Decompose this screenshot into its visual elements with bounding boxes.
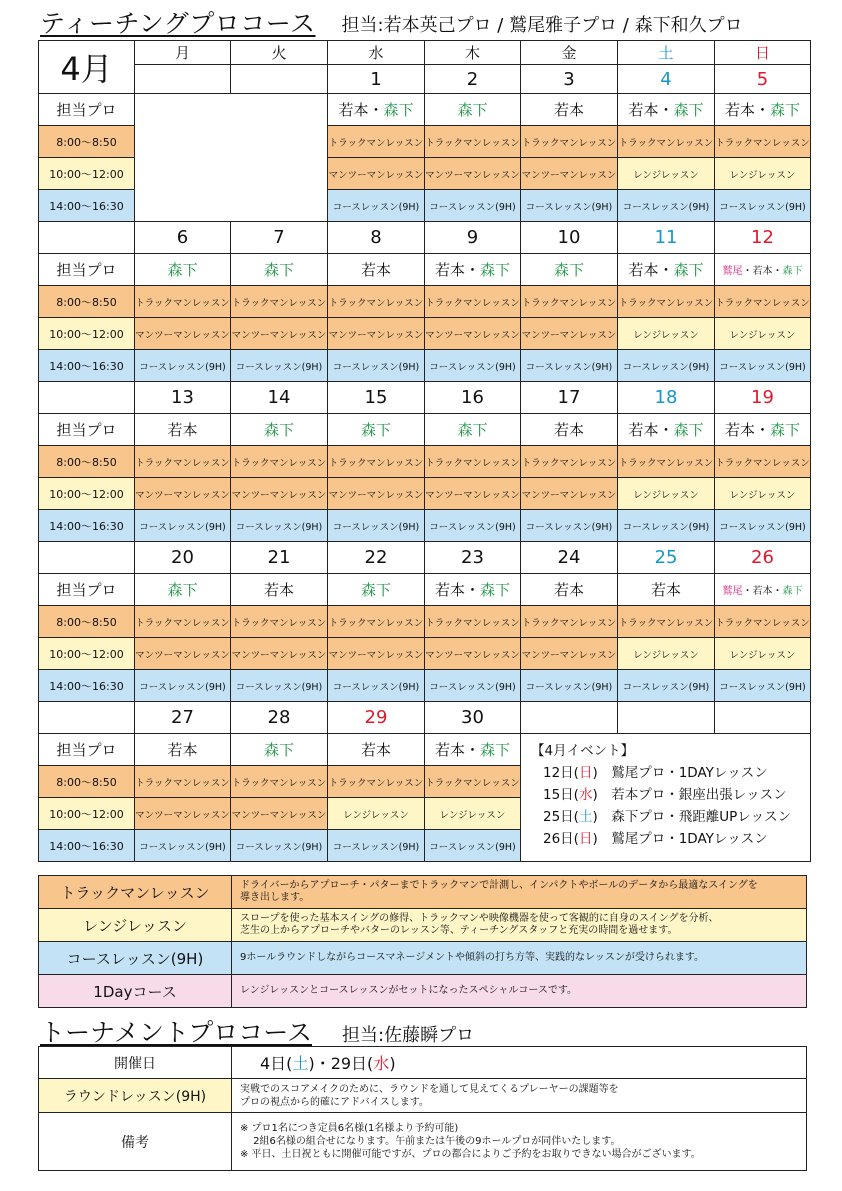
teaching-header bbox=[40, 6, 743, 40]
lesson-cell: マンツーマンレッスン bbox=[231, 638, 328, 670]
pro-label: 担当プロ bbox=[39, 254, 135, 286]
legend-row bbox=[39, 975, 807, 1008]
date-cell: 28 bbox=[231, 702, 328, 734]
pro-cell bbox=[328, 414, 425, 446]
pro-cell bbox=[135, 254, 231, 286]
tournament-header bbox=[40, 1013, 474, 1049]
weekday-row bbox=[39, 41, 811, 65]
lesson-cell: トラックマンレッスン bbox=[135, 286, 231, 318]
round-row bbox=[39, 1079, 807, 1113]
lesson-cell: トラックマンレッスン bbox=[328, 766, 425, 798]
event-item: 12日(日) 鷲尾プロ・1DAYレッスン bbox=[543, 765, 768, 781]
slot-time-label: 10:00～12:00 bbox=[39, 638, 135, 670]
date-cell: 27 bbox=[135, 702, 231, 734]
lesson-cell: トラックマンレッスン bbox=[425, 286, 521, 318]
pro-cell bbox=[231, 414, 328, 446]
lesson-cell: コースレッスン(9H) bbox=[715, 510, 811, 542]
events-title: 【4月イベント】 bbox=[531, 743, 635, 759]
tournament-title: トーナメントプロコース bbox=[40, 1018, 313, 1047]
lesson-cell: トラックマンレッスン bbox=[425, 606, 521, 638]
legend-desc: スロープを使った基本スイングの修得、トラックマンや映像機器を使って客観的に自身のスイングを分析、 芝生の上からアプローチやバターのレッスン等、ティーチングスタッフと充実の時間を過せます。 bbox=[232, 909, 807, 942]
slot-time-label: 14:00～16:30 bbox=[39, 830, 135, 862]
lesson-cell: トラックマンレッスン bbox=[231, 286, 328, 318]
date-cell: 26 bbox=[715, 542, 811, 574]
pro-name: 森下 bbox=[263, 261, 294, 279]
tournament-table bbox=[38, 1046, 807, 1171]
lesson-cell: トラックマンレッスン bbox=[521, 126, 618, 158]
pro-name: 若本 bbox=[167, 421, 198, 439]
lesson-cell: コースレッスン(9H) bbox=[521, 510, 618, 542]
pro-name: 森下 bbox=[480, 741, 511, 759]
pro-cell: 若本・森下 bbox=[425, 254, 521, 286]
pro-name: 森下 bbox=[360, 421, 391, 439]
empty-area bbox=[135, 94, 328, 222]
pro-label: 担当プロ bbox=[39, 574, 135, 606]
lesson-cell: トラックマンレッスン bbox=[425, 446, 521, 478]
lesson-cell: トラックマンレッスン bbox=[328, 606, 425, 638]
blank-cell bbox=[39, 542, 135, 574]
slot-time-label: 8:00～8:50 bbox=[39, 766, 135, 798]
pro-name: 森下 bbox=[360, 581, 391, 599]
pro-name: 森下 bbox=[457, 101, 488, 119]
lesson-cell: トラックマンレッスン bbox=[328, 446, 425, 478]
date-cell: 22 bbox=[328, 542, 425, 574]
pro-cell: 若本・森下 bbox=[425, 734, 521, 766]
pro-name: 若本 bbox=[434, 261, 465, 279]
pro-cell bbox=[425, 414, 521, 446]
legend-row bbox=[39, 909, 807, 942]
pro-cell bbox=[231, 574, 328, 606]
slot-time-label: 10:00～12:00 bbox=[39, 318, 135, 350]
lesson-cell: マンツーマンレッスン bbox=[521, 318, 618, 350]
pro-name: 森下 bbox=[553, 261, 584, 279]
date-cell: 4 bbox=[618, 65, 715, 94]
slot-time-label: 14:00～16:30 bbox=[39, 350, 135, 382]
pro-cell bbox=[521, 574, 618, 606]
pro-name: 若本 bbox=[167, 741, 198, 759]
pro-name: 若本 bbox=[338, 101, 369, 119]
tournament-staff: 担当:佐藤瞬プロ bbox=[342, 1025, 475, 1046]
weekday-header: 水 bbox=[328, 41, 425, 65]
notes-desc: ※ プロ1名につき定員6名様(1名様より予約可能) 2組6名様の組合せになります。午前または午後の9ホールプロが同伴いたします。 ※ 平日、土日祝ともに開催可能ですが、プロの都合によりご予約をお取りできない場合がございます。 bbox=[232, 1113, 807, 1171]
lesson-cell: トラックマンレッスン bbox=[135, 446, 231, 478]
lesson-cell: コースレッスン(9H) bbox=[231, 350, 328, 382]
lesson-cell: トラックマンレッスン bbox=[715, 606, 811, 638]
lesson-cell: コースレッスン(9H) bbox=[425, 190, 521, 222]
pro-name: 森下 bbox=[673, 421, 704, 439]
date-cell: 8 bbox=[328, 222, 425, 254]
slot-time-label: 8:00～8:50 bbox=[39, 446, 135, 478]
date-row bbox=[39, 222, 811, 254]
lesson-cell: レンジレッスン bbox=[425, 798, 521, 830]
pro-cell bbox=[521, 94, 618, 126]
pro-cell bbox=[231, 734, 328, 766]
lesson-cell: マンツーマンレッスン bbox=[425, 318, 521, 350]
round-desc: 実戦でのスコアメイクのために、ラウンドを通して見えてくるプレーヤーの課題等を プロの視点から的確にアドバイスします。 bbox=[232, 1079, 807, 1113]
date-cell: 12 bbox=[715, 222, 811, 254]
lesson-cell: トラックマンレッスン bbox=[231, 606, 328, 638]
pro-label: 担当プロ bbox=[39, 734, 135, 766]
pro-name: 森下 bbox=[457, 421, 488, 439]
lesson-cell: トラックマンレッスン bbox=[618, 446, 715, 478]
slot-row bbox=[39, 478, 811, 510]
slot-time-label: 8:00～8:50 bbox=[39, 286, 135, 318]
dates-label: 開催日 bbox=[39, 1047, 232, 1079]
date-cell: 1 bbox=[328, 65, 425, 94]
lesson-cell: トラックマンレッスン bbox=[618, 606, 715, 638]
slot-time-label: 14:00～16:30 bbox=[39, 510, 135, 542]
lesson-cell: マンツーマンレッスン bbox=[231, 318, 328, 350]
pro-name: 若本 bbox=[360, 741, 391, 759]
pro-row bbox=[39, 94, 811, 126]
legend-name: レンジレッスン bbox=[39, 909, 232, 942]
lesson-cell: レンジレッスン bbox=[715, 158, 811, 190]
lesson-cell: マンツーマンレッスン bbox=[135, 638, 231, 670]
slot-time-label: 10:00～12:00 bbox=[39, 478, 135, 510]
pro-cell bbox=[425, 94, 521, 126]
lesson-cell: トラックマンレッスン bbox=[425, 766, 521, 798]
legend-name: 1Dayコース bbox=[39, 975, 232, 1008]
lesson-cell: トラックマンレッスン bbox=[521, 446, 618, 478]
date-cell: 6 bbox=[135, 222, 231, 254]
pro-name: 若本 bbox=[263, 581, 294, 599]
lesson-cell: マンツーマンレッスン bbox=[425, 478, 521, 510]
lesson-cell: トラックマンレッスン bbox=[135, 766, 231, 798]
lesson-cell: レンジレッスン bbox=[715, 638, 811, 670]
pro-name: 若本 bbox=[360, 261, 391, 279]
pro-cell: 若本・森下 bbox=[618, 254, 715, 286]
slot-row bbox=[39, 670, 811, 702]
slot-row bbox=[39, 318, 811, 350]
lesson-cell: レンジレッスン bbox=[618, 638, 715, 670]
lesson-cell: コースレッスン(9H) bbox=[618, 350, 715, 382]
pro-name: 森下 bbox=[383, 101, 414, 119]
lesson-cell: コースレッスン(9H) bbox=[425, 350, 521, 382]
pro-name: 若本 bbox=[724, 421, 755, 439]
pro-name: 若本 bbox=[553, 101, 584, 119]
lesson-cell: レンジレッスン bbox=[715, 318, 811, 350]
lesson-cell: レンジレッスン bbox=[618, 318, 715, 350]
notes-label: 備考 bbox=[39, 1113, 232, 1171]
pro-name: 森下 bbox=[673, 101, 704, 119]
date-cell: 5 bbox=[715, 65, 811, 94]
blank-cell bbox=[39, 222, 135, 254]
lesson-cell: コースレッスン(9H) bbox=[618, 190, 715, 222]
pro-cell: 若本・森下 bbox=[618, 414, 715, 446]
pro-name: 森下 bbox=[782, 266, 803, 277]
pro-row bbox=[39, 414, 811, 446]
pro-cell bbox=[521, 254, 618, 286]
lesson-cell: トラックマンレッスン bbox=[231, 766, 328, 798]
blank-cell bbox=[39, 382, 135, 414]
pro-name: 若本 bbox=[752, 586, 773, 597]
lesson-cell: トラックマンレッスン bbox=[328, 126, 425, 158]
date-row bbox=[39, 702, 811, 734]
date-cell: 25 bbox=[618, 542, 715, 574]
lesson-cell: コースレッスン(9H) bbox=[135, 510, 231, 542]
lesson-cell: マンツーマンレッスン bbox=[328, 478, 425, 510]
date-cell: 15 bbox=[328, 382, 425, 414]
lesson-cell: トラックマンレッスン bbox=[425, 126, 521, 158]
lesson-cell: コースレッスン(9H) bbox=[135, 350, 231, 382]
pro-name: 森下 bbox=[782, 586, 803, 597]
date-cell: 16 bbox=[425, 382, 521, 414]
pro-cell bbox=[328, 254, 425, 286]
legend-name: トラックマンレッスン bbox=[39, 876, 232, 909]
date-cell: 9 bbox=[425, 222, 521, 254]
dates-value: 4日(土)・29日(水) bbox=[232, 1047, 807, 1079]
lesson-cell: マンツーマンレッスン bbox=[328, 318, 425, 350]
lesson-cell: マンツーマンレッスン bbox=[425, 638, 521, 670]
lesson-cell: マンツーマンレッスン bbox=[135, 798, 231, 830]
lesson-cell: コースレッスン(9H) bbox=[521, 190, 618, 222]
date-cell bbox=[715, 702, 811, 734]
event-item: 26日(日) 鷲尾プロ・1DAYレッスン bbox=[543, 831, 768, 847]
legend-desc: レンジレッスンとコースレッスンがセットになったスペシャルコースです。 bbox=[232, 975, 807, 1008]
notes-row bbox=[39, 1113, 807, 1171]
teaching-title: ティーチングプロコース bbox=[40, 9, 316, 38]
date-cell bbox=[231, 65, 328, 94]
pro-name: 森下 bbox=[770, 421, 801, 439]
date-row bbox=[39, 542, 811, 574]
pro-name: 森下 bbox=[263, 741, 294, 759]
lesson-cell: コースレッスン(9H) bbox=[521, 670, 618, 702]
lesson-cell: レンジレッスン bbox=[618, 158, 715, 190]
pro-row bbox=[39, 254, 811, 286]
pro-name: 若本 bbox=[752, 266, 773, 277]
date-cell: 10 bbox=[521, 222, 618, 254]
slot-row bbox=[39, 350, 811, 382]
pro-name: 森下 bbox=[167, 581, 198, 599]
lesson-cell: マンツーマンレッスン bbox=[135, 478, 231, 510]
slot-row bbox=[39, 446, 811, 478]
round-label: ラウンドレッスン(9H) bbox=[39, 1079, 232, 1113]
lesson-cell: コースレッスン(9H) bbox=[135, 670, 231, 702]
pro-cell: 若本・森下 bbox=[425, 574, 521, 606]
lesson-cell: マンツーマンレッスン bbox=[521, 638, 618, 670]
legend-row bbox=[39, 942, 807, 975]
legend-desc: 9ホールラウンドしながらコースマネージメントや傾斜の打ち方等、実践的なレッスンが受けられます。 bbox=[232, 942, 807, 975]
slot-row bbox=[39, 286, 811, 318]
pro-cell: 若本・森下 bbox=[328, 94, 425, 126]
pro-name: 森下 bbox=[480, 581, 511, 599]
lesson-cell: コースレッスン(9H) bbox=[618, 510, 715, 542]
date-row bbox=[39, 382, 811, 414]
weekday-header: 月 bbox=[135, 41, 231, 65]
lesson-cell: コースレッスン(9H) bbox=[618, 670, 715, 702]
lesson-cell: コースレッスン(9H) bbox=[425, 830, 521, 862]
pro-name: 若本 bbox=[434, 581, 465, 599]
pro-cell bbox=[135, 734, 231, 766]
lesson-cell: トラックマンレッスン bbox=[715, 446, 811, 478]
pro-name: 森下 bbox=[770, 101, 801, 119]
pro-name: 若本 bbox=[724, 101, 755, 119]
date-cell bbox=[618, 702, 715, 734]
pro-name: 若本 bbox=[650, 581, 681, 599]
lesson-cell: コースレッスン(9H) bbox=[425, 510, 521, 542]
pro-name: 若本 bbox=[553, 581, 584, 599]
pro-cell bbox=[135, 414, 231, 446]
pro-label: 担当プロ bbox=[39, 94, 135, 126]
lesson-cell: コースレッスン(9H) bbox=[715, 190, 811, 222]
date-row bbox=[39, 65, 811, 94]
date-cell: 17 bbox=[521, 382, 618, 414]
weekday-header: 土 bbox=[618, 41, 715, 65]
pro-name: 鷲尾 bbox=[722, 266, 743, 277]
lesson-cell: コースレッスン(9H) bbox=[231, 830, 328, 862]
slot-time-label: 8:00～8:50 bbox=[39, 606, 135, 638]
lesson-cell: コースレッスン(9H) bbox=[715, 350, 811, 382]
pro-cell bbox=[135, 574, 231, 606]
lesson-cell: コースレッスン(9H) bbox=[231, 510, 328, 542]
date-cell: 20 bbox=[135, 542, 231, 574]
lesson-cell: コースレッスン(9H) bbox=[328, 350, 425, 382]
dates-row bbox=[39, 1047, 807, 1079]
date-cell: 21 bbox=[231, 542, 328, 574]
pro-row bbox=[39, 574, 811, 606]
events-box bbox=[521, 734, 811, 862]
weekday-header: 金 bbox=[521, 41, 618, 65]
legend-row bbox=[39, 876, 807, 909]
date-cell: 7 bbox=[231, 222, 328, 254]
weekday-header: 火 bbox=[231, 41, 328, 65]
pro-name: 若本 bbox=[628, 421, 659, 439]
date-cell: 24 bbox=[521, 542, 618, 574]
pro-name: 若本 bbox=[628, 261, 659, 279]
lesson-cell: コースレッスン(9H) bbox=[425, 670, 521, 702]
schedule-table bbox=[38, 40, 811, 862]
date-cell: 2 bbox=[425, 65, 521, 94]
lesson-cell: マンツーマンレッスン bbox=[231, 478, 328, 510]
pro-cell: 若本・森下 bbox=[715, 414, 811, 446]
pro-cell bbox=[521, 414, 618, 446]
date-cell: 18 bbox=[618, 382, 715, 414]
pro-cell bbox=[618, 574, 715, 606]
pro-name: 若本 bbox=[434, 741, 465, 759]
pro-name: 森下 bbox=[480, 261, 511, 279]
lesson-cell: トラックマンレッスン bbox=[618, 286, 715, 318]
pro-label: 担当プロ bbox=[39, 414, 135, 446]
lesson-cell: マンツーマンレッスン bbox=[231, 798, 328, 830]
date-cell: 13 bbox=[135, 382, 231, 414]
blank-cell bbox=[39, 702, 135, 734]
date-cell: 11 bbox=[618, 222, 715, 254]
event-item: 25日(土) 森下プロ・飛距離UPレッスン bbox=[543, 809, 792, 825]
date-cell: 29 bbox=[328, 702, 425, 734]
lesson-cell: トラックマンレッスン bbox=[715, 126, 811, 158]
slot-time-label: 8:00～8:50 bbox=[39, 126, 135, 158]
pro-name: 森下 bbox=[673, 261, 704, 279]
lesson-cell: トラックマンレッスン bbox=[328, 286, 425, 318]
lesson-cell: コースレッスン(9H) bbox=[328, 190, 425, 222]
lesson-cell: トラックマンレッスン bbox=[618, 126, 715, 158]
lesson-cell: レンジレッスン bbox=[618, 478, 715, 510]
pro-cell bbox=[328, 574, 425, 606]
slot-row bbox=[39, 510, 811, 542]
lesson-cell: マンツーマンレッスン bbox=[328, 638, 425, 670]
pro-name: 鷲尾 bbox=[722, 586, 743, 597]
lesson-cell: コースレッスン(9H) bbox=[521, 350, 618, 382]
date-cell bbox=[135, 65, 231, 94]
pro-name: 若本 bbox=[553, 421, 584, 439]
legend-desc: ドライバーからアプローチ・パターまでトラックマンで計測し、インパクトやボールのデータから最適なスイングを 導き出します。 bbox=[232, 876, 807, 909]
date-cell: 23 bbox=[425, 542, 521, 574]
lesson-cell: トラックマンレッスン bbox=[135, 606, 231, 638]
date-cell: 30 bbox=[425, 702, 521, 734]
pro-name: 森下 bbox=[263, 421, 294, 439]
pro-cell: 鷲尾・若本・森下 bbox=[715, 574, 811, 606]
slot-row bbox=[39, 638, 811, 670]
lesson-cell: コースレッスン(9H) bbox=[715, 670, 811, 702]
pro-row bbox=[39, 734, 811, 766]
pro-name: 若本 bbox=[628, 101, 659, 119]
pro-cell: 若本・森下 bbox=[715, 94, 811, 126]
slot-time-label: 14:00～16:30 bbox=[39, 190, 135, 222]
weekday-header: 木 bbox=[425, 41, 521, 65]
slot-row bbox=[39, 606, 811, 638]
slot-time-label: 10:00～12:00 bbox=[39, 798, 135, 830]
lesson-cell: コースレッスン(9H) bbox=[328, 830, 425, 862]
lesson-cell: マンツーマンレッスン bbox=[425, 158, 521, 190]
lesson-cell: マンツーマンレッスン bbox=[328, 158, 425, 190]
lesson-cell: コースレッスン(9H) bbox=[135, 830, 231, 862]
lesson-cell: マンツーマンレッスン bbox=[521, 158, 618, 190]
event-item: 15日(水) 若本プロ・銀座出張レッスン bbox=[543, 787, 787, 803]
pro-cell: 鷲尾・若本・森下 bbox=[715, 254, 811, 286]
pro-cell: 若本・森下 bbox=[618, 94, 715, 126]
lesson-cell: マンツーマンレッスン bbox=[135, 318, 231, 350]
lesson-cell: コースレッスン(9H) bbox=[328, 510, 425, 542]
lesson-cell: コースレッスン(9H) bbox=[328, 670, 425, 702]
month-title: 4月 bbox=[39, 41, 135, 94]
lesson-legend bbox=[38, 875, 807, 1008]
lesson-cell: マンツーマンレッスン bbox=[521, 478, 618, 510]
lesson-cell: トラックマンレッスン bbox=[231, 446, 328, 478]
date-cell bbox=[521, 702, 618, 734]
slot-time-label: 14:00～16:30 bbox=[39, 670, 135, 702]
lesson-cell: レンジレッスン bbox=[328, 798, 425, 830]
teaching-staff: 担当:若本英己プロ / 鷲尾雅子プロ / 森下和久プロ bbox=[341, 15, 743, 36]
lesson-cell: トラックマンレッスン bbox=[521, 286, 618, 318]
pro-cell bbox=[231, 254, 328, 286]
slot-time-label: 10:00～12:00 bbox=[39, 158, 135, 190]
lesson-cell: レンジレッスン bbox=[715, 478, 811, 510]
lesson-cell: トラックマンレッスン bbox=[521, 606, 618, 638]
date-cell: 3 bbox=[521, 65, 618, 94]
legend-name: コースレッスン(9H) bbox=[39, 942, 232, 975]
pro-cell bbox=[328, 734, 425, 766]
date-cell: 19 bbox=[715, 382, 811, 414]
pro-name: 森下 bbox=[167, 261, 198, 279]
date-cell: 14 bbox=[231, 382, 328, 414]
weekday-header: 日 bbox=[715, 41, 811, 65]
lesson-cell: コースレッスン(9H) bbox=[231, 670, 328, 702]
lesson-cell: トラックマンレッスン bbox=[715, 286, 811, 318]
